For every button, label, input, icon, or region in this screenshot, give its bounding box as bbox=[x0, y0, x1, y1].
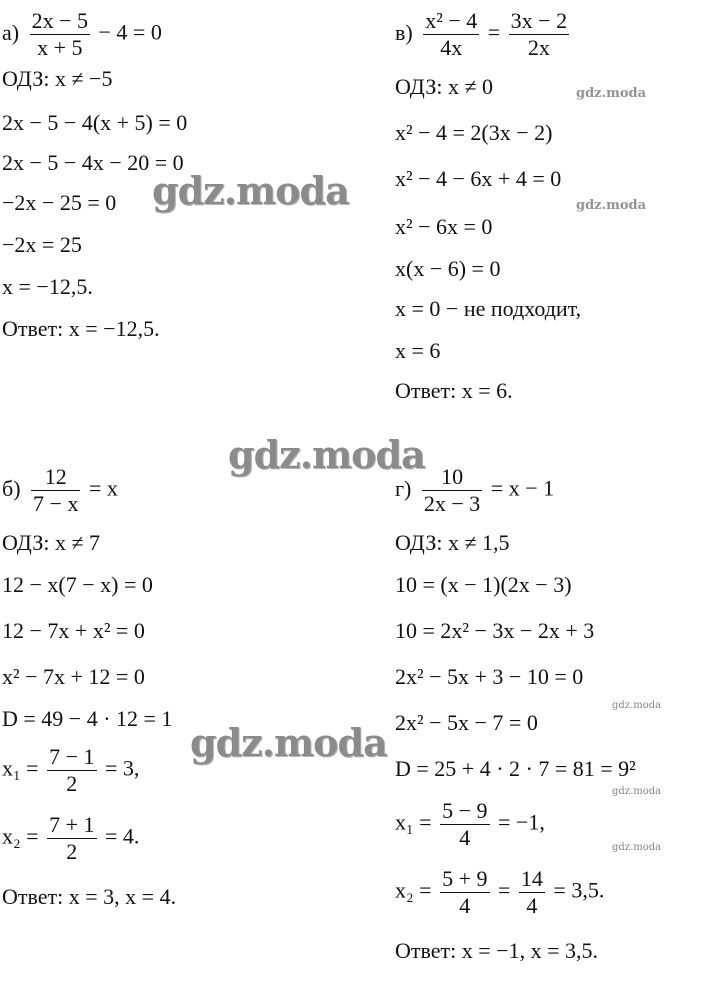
b-lhs-numerator: 12 bbox=[44, 464, 67, 489]
g-lhs-denominator: 2x − 3 bbox=[423, 491, 481, 516]
b-line-1: 12 − x(7 − x) = 0 bbox=[2, 572, 153, 597]
watermark-tiny: gdz.moda bbox=[612, 786, 662, 797]
v-rhs-denominator: 2x bbox=[527, 35, 550, 60]
g-label: г) bbox=[395, 475, 412, 501]
b-x1-head: x₁ = bbox=[2, 755, 39, 781]
g-x2-head: x₂ = bbox=[395, 877, 432, 903]
g-x1-head: x₁ = bbox=[395, 809, 432, 835]
v-line-5: x = 0 − не подходит, bbox=[395, 296, 582, 321]
b-x1-numerator: 7 − 1 bbox=[49, 744, 95, 769]
g-x2-tail: = 3,5. bbox=[553, 877, 605, 903]
a-odz: ОДЗ: x ≠ −5 bbox=[2, 66, 113, 91]
b-x2-numerator: 7 + 1 bbox=[49, 812, 95, 837]
g-x1-numerator: 5 − 9 bbox=[442, 798, 488, 823]
b-lhs-denominator: 7 − x bbox=[33, 491, 79, 516]
b-x1-tail: = 3, bbox=[105, 755, 140, 781]
v-lhs-denominator: 4x bbox=[440, 35, 463, 60]
b-x1-denominator: 2 bbox=[66, 771, 78, 796]
a-line-4: −2x = 25 bbox=[2, 232, 82, 257]
b-answer: Ответ: x = 3, x = 4. bbox=[2, 884, 177, 909]
watermark: gdz.moda bbox=[152, 168, 349, 213]
g-x1-tail: = −1, bbox=[498, 809, 545, 835]
b-x2 bbox=[2, 812, 139, 865]
v-line-2: x² − 4 − 6x + 4 = 0 bbox=[395, 166, 562, 191]
v-equals: = bbox=[487, 19, 501, 45]
a-line-3: −2x − 25 = 0 bbox=[2, 190, 117, 215]
g-line-1: 10 = (x − 1)(2x − 3) bbox=[395, 572, 572, 597]
g-x1 bbox=[395, 798, 545, 851]
a-equation-tail: − 4 = 0 bbox=[98, 19, 162, 45]
b-equation-tail: = x bbox=[88, 475, 118, 501]
v-rhs-numerator: 3x − 2 bbox=[510, 8, 568, 33]
g-x2-denominator: 4 bbox=[459, 893, 471, 918]
watermark-tiny: gdz.moda bbox=[612, 700, 662, 711]
g-odz: ОДЗ: x ≠ 1,5 bbox=[395, 530, 510, 555]
v-line-6: x = 6 bbox=[395, 338, 441, 363]
g-lhs-numerator: 10 bbox=[441, 464, 464, 489]
watermark-small: gdz.moda bbox=[576, 198, 647, 213]
watermark: gdz.moda bbox=[228, 432, 425, 477]
v-label: в) bbox=[395, 19, 413, 45]
a-line-1: 2x − 5 − 4(x + 5) = 0 bbox=[2, 110, 188, 135]
g-x1-denominator: 4 bbox=[459, 825, 471, 850]
g-line-2: 10 = 2x² − 3x − 2x + 3 bbox=[395, 618, 595, 643]
g-line-5: D = 25 + 4 · 2 · 7 = 81 = 9² bbox=[395, 756, 636, 781]
b-x2-head: x₂ = bbox=[2, 823, 39, 849]
g-x2-denominator-2: 4 bbox=[526, 893, 538, 918]
a-answer: Ответ: x = −12,5. bbox=[2, 316, 160, 341]
b-x1-fraction bbox=[47, 744, 96, 797]
v-lhs-numerator: x² − 4 bbox=[425, 8, 478, 33]
g-answer: Ответ: x = −1, x = 3,5. bbox=[395, 938, 598, 963]
a-fraction bbox=[30, 8, 90, 61]
v-line-4: x(x − 6) = 0 bbox=[395, 256, 501, 281]
g-x2-fraction bbox=[440, 866, 489, 919]
a-equation bbox=[2, 8, 162, 61]
b-x2-fraction bbox=[47, 812, 96, 865]
a-label: а) bbox=[2, 19, 20, 45]
g-x1-fraction bbox=[440, 798, 489, 851]
g-x2-numerator: 5 + 9 bbox=[442, 866, 488, 891]
g-equation-tail: = x − 1 bbox=[490, 475, 555, 501]
b-line-2: 12 − 7x + x² = 0 bbox=[2, 618, 145, 643]
b-line-4: D = 49 − 4 · 12 = 1 bbox=[2, 706, 173, 731]
watermark: gdz.moda bbox=[190, 720, 387, 765]
g-x2-mid: = bbox=[498, 877, 511, 903]
b-odz: ОДЗ: x ≠ 7 bbox=[2, 530, 101, 555]
g-x2-numerator-2: 14 bbox=[520, 866, 543, 891]
b-x1 bbox=[2, 744, 139, 797]
b-line-3: x² − 7x + 12 = 0 bbox=[2, 664, 145, 689]
b-equation bbox=[2, 464, 118, 517]
b-x2-denominator: 2 bbox=[66, 839, 78, 864]
b-x2-tail: = 4. bbox=[105, 823, 140, 849]
g-line-3: 2x² − 5x + 3 − 10 = 0 bbox=[395, 664, 584, 689]
v-equation bbox=[395, 8, 572, 61]
g-x2 bbox=[395, 866, 604, 919]
g-x2-fraction-2 bbox=[519, 866, 545, 919]
b-lhs-fraction bbox=[31, 464, 80, 517]
v-line-3: x² − 6x = 0 bbox=[395, 214, 493, 239]
g-lhs-fraction bbox=[422, 464, 482, 517]
a-fraction-numerator: 2x − 5 bbox=[31, 8, 89, 33]
v-line-1: x² − 4 = 2(3x − 2) bbox=[395, 120, 553, 145]
a-line-2: 2x − 5 − 4x − 20 = 0 bbox=[2, 150, 184, 175]
a-line-5: x = −12,5. bbox=[2, 274, 93, 299]
g-line-4: 2x² − 5x − 7 = 0 bbox=[395, 710, 538, 735]
v-lhs-fraction bbox=[423, 8, 479, 61]
v-odz: ОДЗ: x ≠ 0 bbox=[395, 74, 494, 99]
v-answer: Ответ: x = 6. bbox=[395, 378, 513, 403]
a-fraction-denominator: x + 5 bbox=[37, 35, 83, 60]
watermark-small: gdz.moda bbox=[576, 86, 647, 101]
v-rhs-fraction bbox=[509, 8, 569, 61]
watermark-tiny: gdz.moda bbox=[612, 842, 662, 853]
b-label: б) bbox=[2, 475, 21, 501]
